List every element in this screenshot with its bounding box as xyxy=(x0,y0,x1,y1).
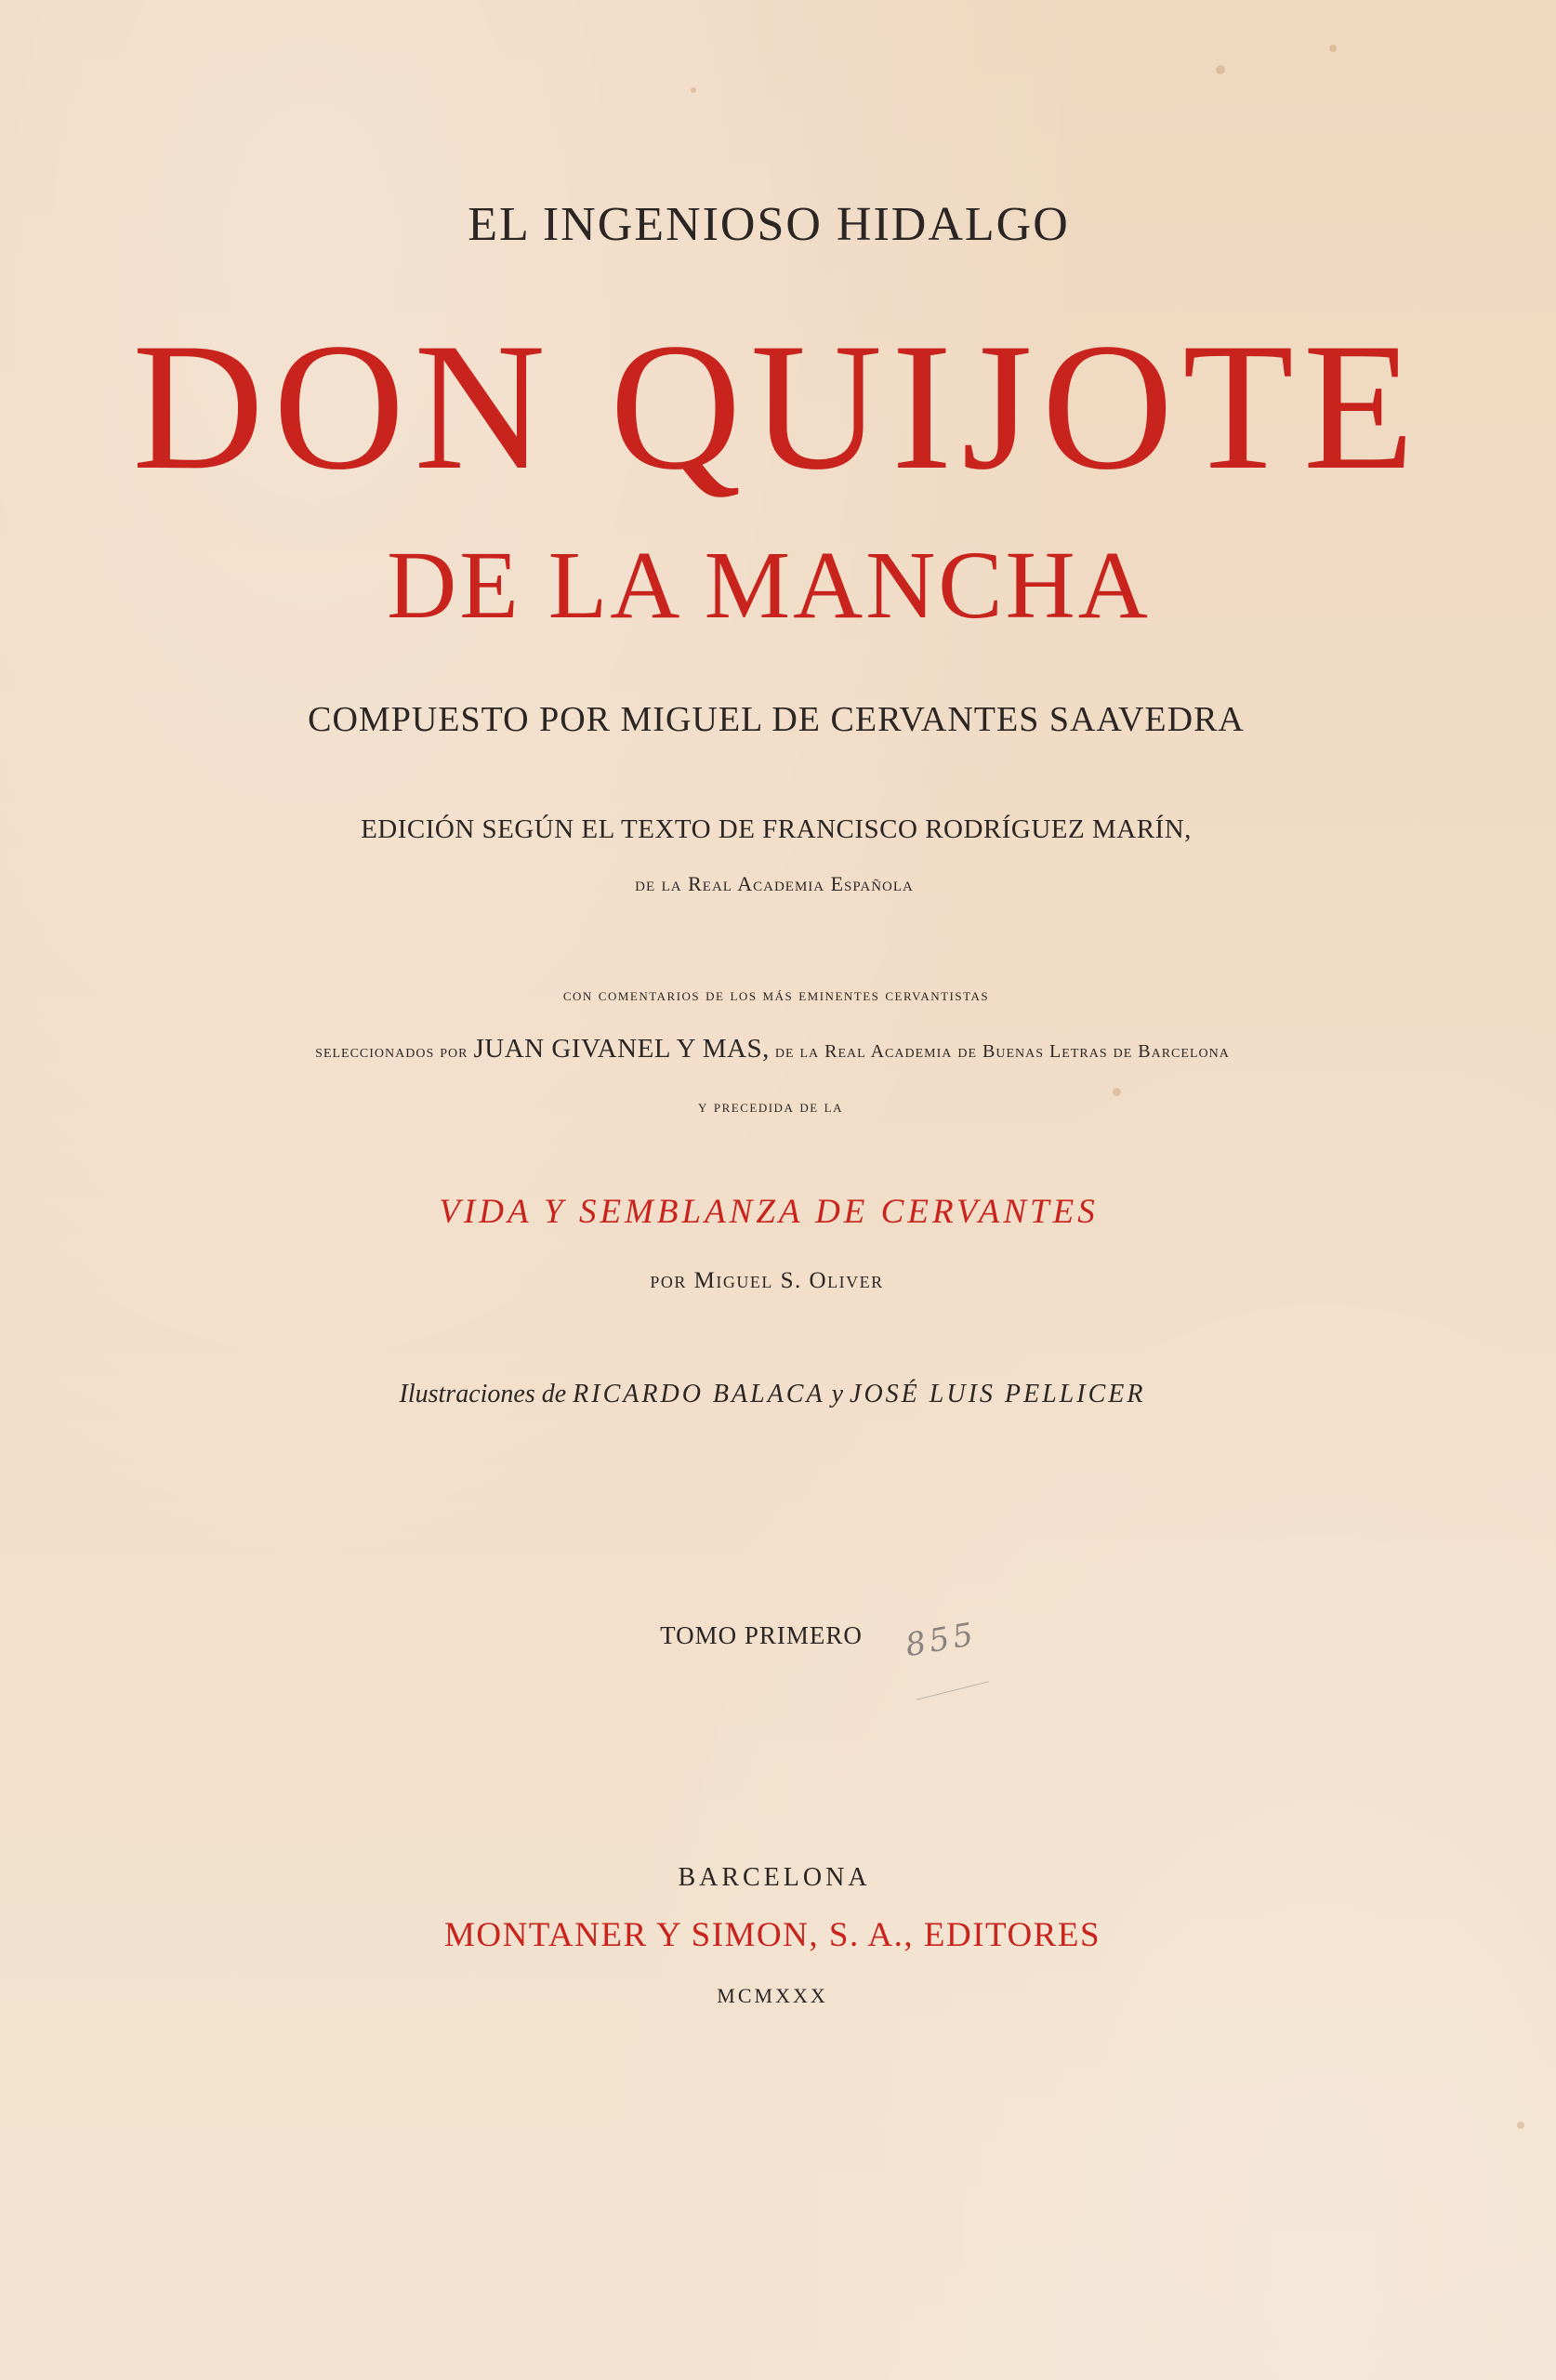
city-line: BARCELONA xyxy=(678,1863,871,1892)
illustrators-line xyxy=(0,1380,1550,1409)
foxing-spot xyxy=(1113,1088,1121,1096)
preceded-line: y precedida de la xyxy=(698,1097,843,1116)
foxing-spot xyxy=(691,87,696,93)
illustrator-1: RICARDO BALACA xyxy=(573,1380,825,1408)
illustrators-prefix: Ilustraciones de xyxy=(399,1380,567,1408)
edition-sub-line: de la Real Academia Española xyxy=(635,872,914,895)
oliver-line: por Miguel S. Oliver xyxy=(650,1268,884,1293)
foxing-spot xyxy=(1329,45,1337,52)
edition-line: EDICIÓN SEGÚN EL TEXTO DE FRANCISCO RODRÍGUEZ MARÍN, xyxy=(361,814,1192,844)
vida-line: VIDA Y SEMBLANZA DE CERVANTES xyxy=(439,1193,1099,1231)
selected-prefix: seleccionados por xyxy=(315,1041,468,1062)
handwritten-underline xyxy=(916,1681,989,1699)
pre-title: EL INGENIOSO HIDALGO xyxy=(468,198,1070,251)
foxing-spot xyxy=(1517,2122,1524,2129)
publisher-line: MONTANER Y SIMON, S. A., EDITORES xyxy=(443,1916,1101,1954)
comments-line: con comentarios de los más eminentes cervantistas xyxy=(562,985,990,1004)
illustrator-2: JOSÉ LUIS PELLICER xyxy=(850,1380,1146,1408)
main-title: DON QUIJOTE xyxy=(132,306,1424,508)
sub-title: DE LA MANCHA xyxy=(387,532,1151,639)
year-line: MCMXXX xyxy=(717,1984,828,2007)
selected-line xyxy=(0,1034,1550,1064)
foxing-spot xyxy=(1216,65,1225,74)
selected-name: JUAN GIVANEL Y MAS, xyxy=(473,1034,770,1064)
selected-suffix: de la Real Academia de Buenas Letras de Barcelona xyxy=(774,1041,1230,1062)
volume-line: TOMO PRIMERO xyxy=(660,1621,863,1649)
illustrators-conj: y xyxy=(831,1380,844,1408)
handwritten-note: 855 xyxy=(903,1615,980,1665)
author-line: COMPUESTO POR MIGUEL DE CERVANTES SAAVEDRA xyxy=(308,700,1245,739)
